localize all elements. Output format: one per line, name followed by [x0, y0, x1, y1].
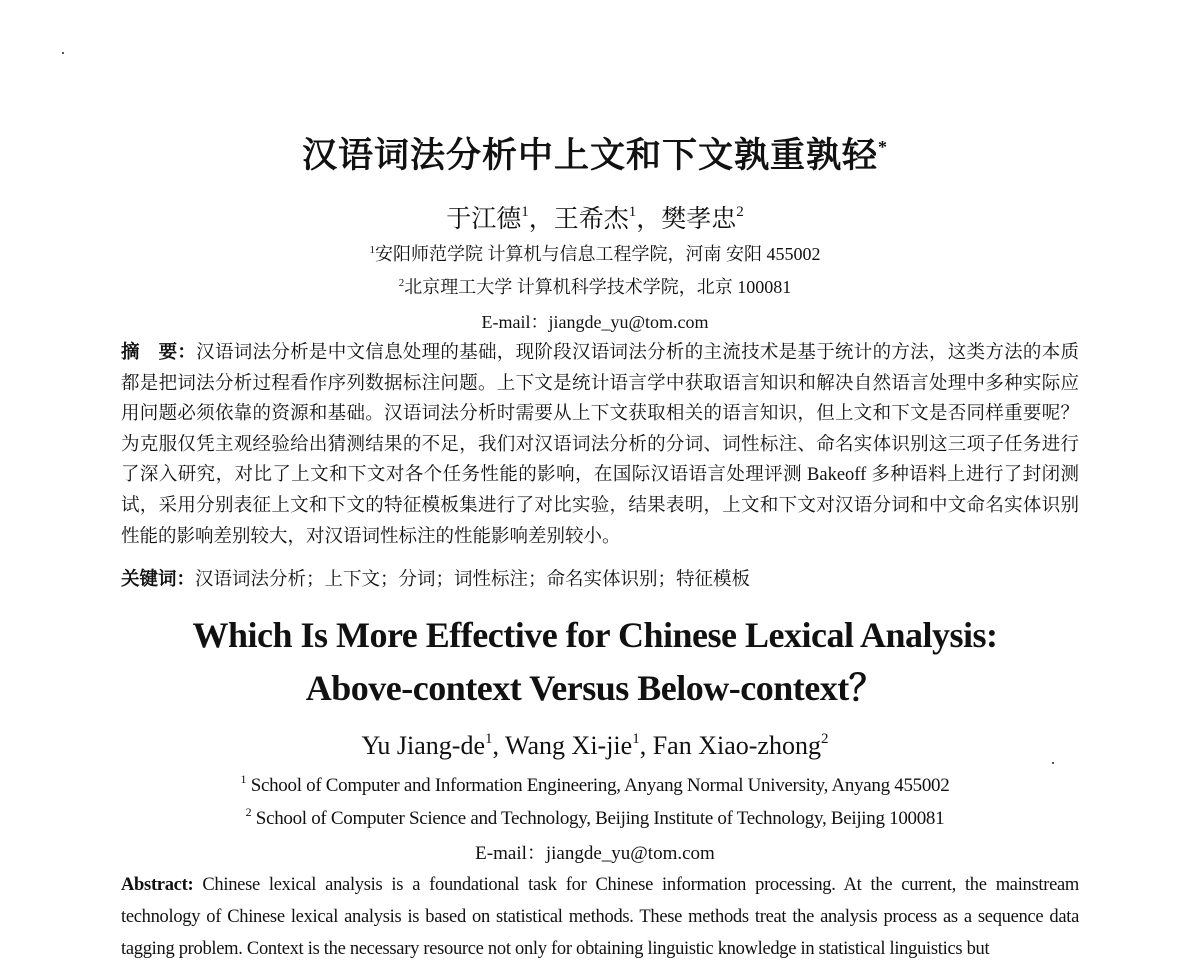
zh-abstract-text: 汉语词法分析是中文信息处理的基础，现阶段汉语词法分析的主流技术是基于统计的方法，这类方法的本质都是把词法分析过程看作序列数据标注问题。上下文是统计语言学中获取语言知识和解决自然语言处理中多种实际应用问题必须依靠的资源和基础。汉语词法分析时需要从上下文获取相关的语言知识，但上文和下文是否同样重要呢？为克服仅凭主观经验给出猜测结果的不足，我们对汉语词法分析的分词、词性标注、命名实体识别这三项子任务进行了深入研究，对比了上文和下文对各个任务性能的影响，在国际汉语语言处理评测 Bakeoff 多种语料上进行了封闭测试，采用分别表征上文和下文的特征模板集进行了对比实验，结果表明，上文和下文对汉语分词和中文命名实体识别性能的影响差别较大，对汉语词性标注的性能影响差别较小。 [121, 343, 1079, 547]
en-affiliation [0, 772, 1190, 797]
zh-email: E-mail：jiangde_yu@tom.com [481, 312, 709, 332]
en-affiliation-text: School of Computer Science and Technology, Beijing Institute of Technology, Beijing 100081 [255, 808, 945, 829]
zh-author-aff: 1 [521, 204, 529, 220]
zh-authors [0, 199, 1190, 235]
zh-affiliation-text: 北京理工大学 计算机科学技术学院，北京 100081 [404, 277, 792, 297]
zh-affiliation-text: 安阳师范学院 计算机与信息工程学院，河南 安阳 455002 [375, 244, 821, 264]
zh-author-sep: ， [636, 206, 662, 233]
en-author-sep: , [639, 731, 653, 760]
zh-affiliation [0, 273, 1190, 299]
zh-author-aff: 2 [736, 204, 744, 220]
en-author-aff: 1 [632, 731, 640, 747]
en-author-name: Yu Jiang-de [361, 731, 486, 760]
en-abstract [121, 869, 1079, 965]
en-author-aff: 1 [485, 731, 493, 747]
en-affiliation-text: School of Computer and Information Engineering, Anyang Normal University, Anyang 455002 [250, 775, 950, 796]
en-authors [0, 731, 1190, 761]
en-author-name: Fan Xiao-zhong [652, 731, 821, 760]
zh-author-name: 王希杰 [553, 206, 629, 233]
en-affiliation-number: 2 [245, 805, 252, 819]
zh-abstract-label: 摘 要： [121, 343, 197, 363]
zh-affiliation-number: 2 [398, 277, 405, 289]
zh-keywords-label: 关键词： [121, 570, 196, 590]
zh-abstract [121, 338, 1079, 552]
en-affiliation [0, 805, 1190, 830]
zh-title-footnote-mark: * [878, 137, 888, 157]
scan-speck [62, 52, 64, 54]
en-abstract-text: Chinese lexical analysis is a foundational task for Chinese information processing. At the current, the mainstream technology of Chinese lexical analysis is based on statistical methods. These methods treat the analysis process as a sequence data tagging problem. Context is the necessary resource not only for obtaining linguistic knowledge in statistical linguistics but [121, 875, 1080, 959]
zh-affiliation-number: 1 [369, 244, 375, 256]
zh-author-aff: 1 [628, 204, 637, 220]
zh-keywords-text: 汉语词法分析；上下文；分词；词性标注；命名实体识别；特征模板 [195, 570, 751, 590]
zh-affiliation [0, 240, 1190, 266]
zh-keywords [121, 566, 1079, 594]
en-affiliation-number: 1 [240, 772, 247, 786]
scan-speck [1052, 762, 1054, 764]
zh-author-name: 于江德 [446, 206, 522, 233]
en-author-aff: 2 [820, 731, 829, 747]
zh-title [0, 128, 1190, 178]
en-abstract-label: Abstract: [121, 875, 194, 895]
zh-author-sep: ， [528, 206, 554, 233]
en-email: E-mail：jiangde_yu@tom.com [475, 843, 715, 864]
en-author-sep: , [492, 731, 506, 760]
en-title-line: Which Is More Effective for Chinese Lexical Analysis: [192, 615, 998, 655]
en-author-name: Wang Xi-jie [505, 731, 633, 760]
zh-title-text: 汉语词法分析中上文和下文孰重孰轻 [301, 136, 878, 175]
zh-author-name: 樊孝忠 [661, 206, 737, 233]
en-title-line: Above-context Versus Below-context？ [305, 668, 885, 708]
